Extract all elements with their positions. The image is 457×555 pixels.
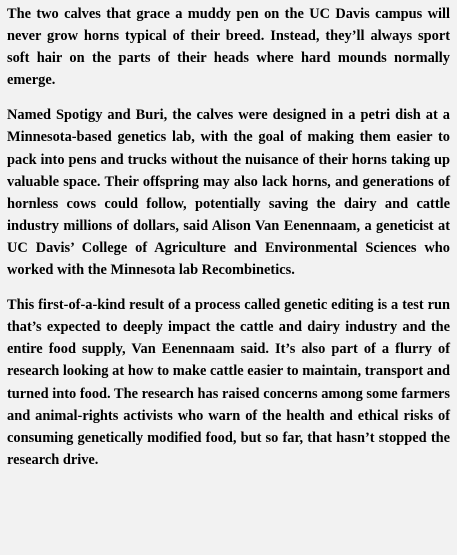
article-paragraph-2: Named Spotigy and Buri, the calves were designed in a petri dish at a Minnesota-based genetics lab, with the goal of making them easier to pack into pens and trucks without the nuisance of their horns taking up valuable space. Their offspring may also lack horns, and generations of hornless cows could follow, potentially saving the dairy and cattle industry millions of dollars, said Alison Van Eenennaam, a geneticist at UC Davis’ College of Agriculture and Environmental Sciences who worked with the Minnesota lab Recombinetics. [7, 107, 450, 279]
article-paragraph-1: The two calves that grace a muddy pen on the UC Davis campus will never grow horns typical of their breed. Instead, they’ll always sport soft hair on the parts of their heads where hard mounds normally emerge. [7, 6, 450, 89]
article-paragraph-3: This first-of-a-kind result of a process called genetic editing is a test run that’s expected to deeply impact the cattle and dairy industry and the entire food supply, Van Eenennaam said. It’s also part of a flurry of research looking at how to make cattle easier to maintain, transport and turned into food. The research has raised concerns among some farmers and animal-rights activists who warn of the health and ethical risks of consuming genetically modified food, but so far, that hasn’t stopped the research drive. [7, 297, 450, 468]
